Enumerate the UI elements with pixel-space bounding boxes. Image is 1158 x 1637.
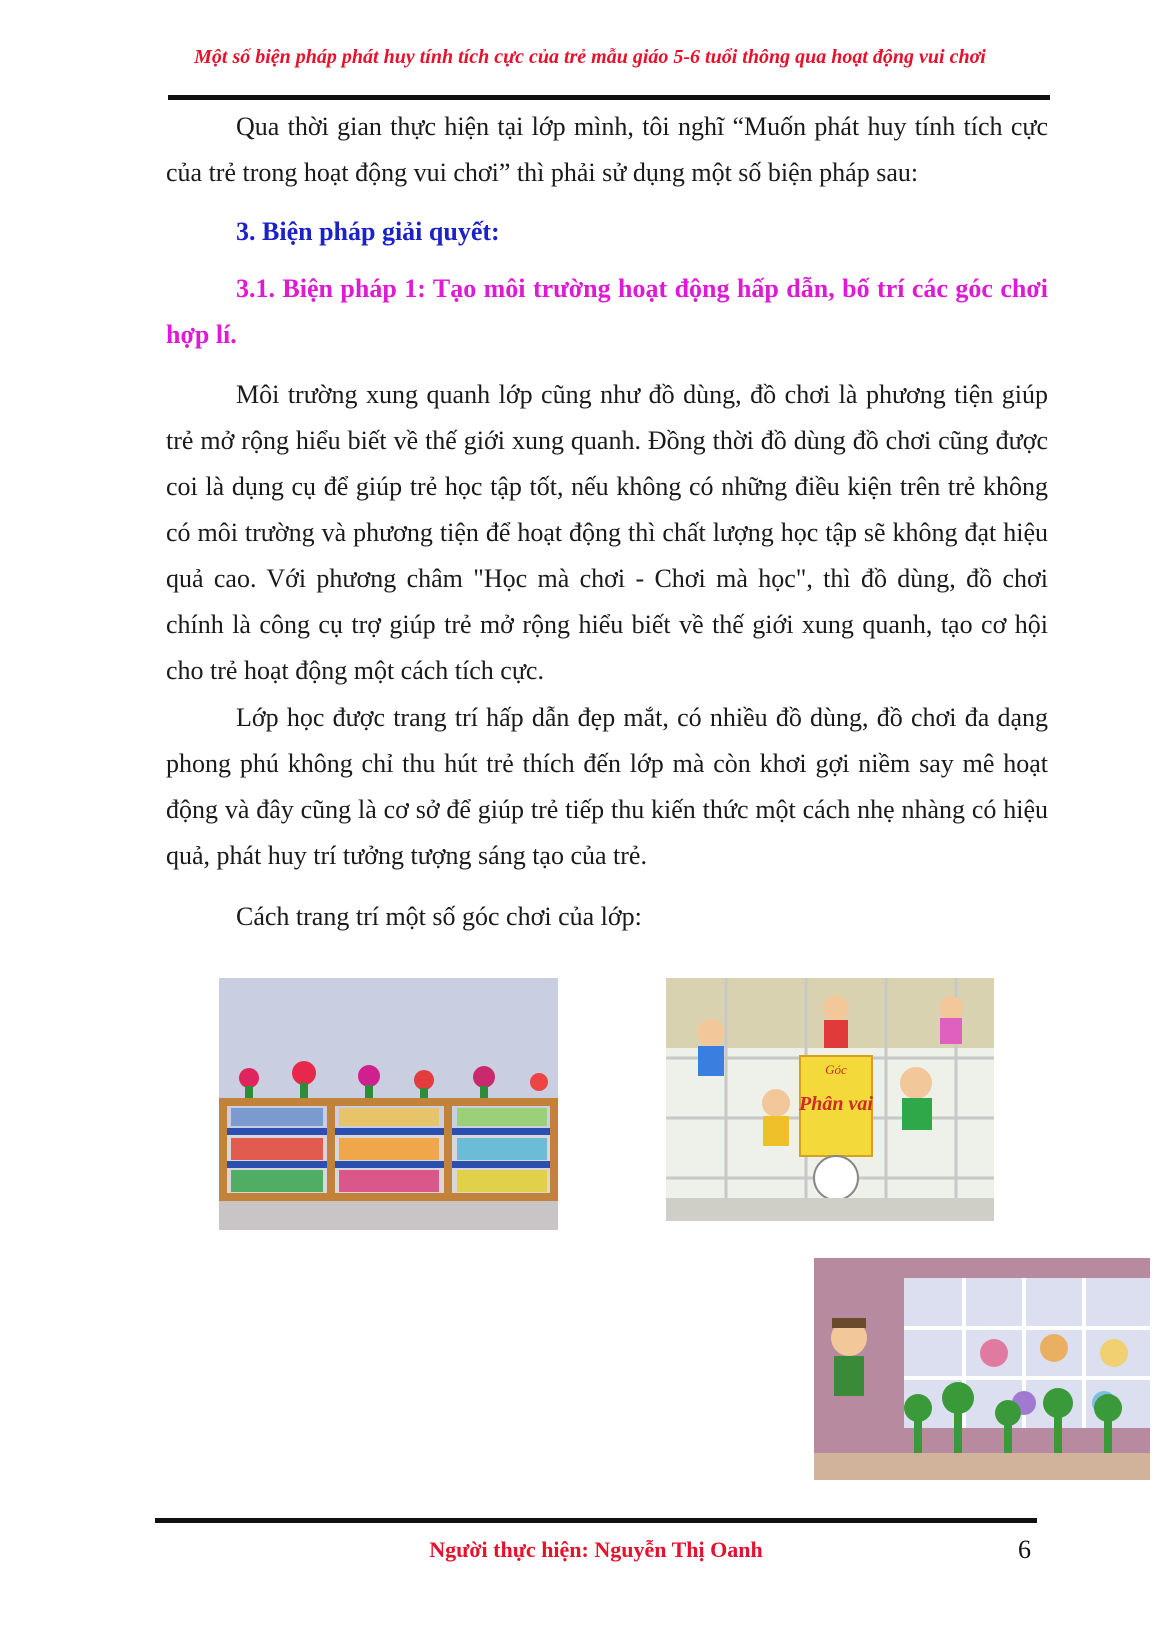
intro-paragraph: Qua thời gian thực hiện tại lớp mình, tôi nghĩ “Muốn phát huy tính tích cực của trẻ trong hoạt động vui chơi” thì phải sử dụng một số biện pháp sau: (166, 112, 1048, 187)
role-play-sign-main: Phân vai (799, 1093, 873, 1115)
photo-role-play-corner (666, 978, 994, 1221)
author-label: Người thực hiện (429, 1537, 582, 1562)
header-title: Một số biện pháp phát huy tính tích cực của trẻ mẫu giáo 5-6 tuổi thông qua hoạt động vui chơi (194, 46, 986, 68)
paragraph-environment: Môi trường xung quanh lớp cũng như đồ dùng, đồ chơi là phương tiện giúp trẻ mở rộng hiểu biết về thế giới xung quanh. Đồng thời đồ dùng đồ chơi cũng được coi là dụng cụ để giúp trẻ học tập tốt, nếu không có những điều kiện trên trẻ không có môi trường và phương tiện để hoạt động thì chất lượng học tập sẽ không đạt hiệu quả cao. Với phương châm "Học mà chơi - Chơi mà học", thì đồ dùng, đồ chơi chính là công cụ trợ giúp trẻ mở rộng hiểu biết về thế giới xung quanh, tạo cơ hội cho trẻ hoạt động một cách tích cực. (166, 380, 1048, 685)
author-name: Nguyễn Thị Oanh (594, 1537, 763, 1562)
paragraph-classroom: Lớp học được trang trí hấp dẫn đẹp mắt, có nhiều đồ dùng, đồ chơi đa dạng phong phú không chỉ thu hút trẻ thích đến lớp mà còn khơi gợi niềm say mê hoạt động và đây cũng là cơ sở để giúp trẻ tiếp thu kiến thức một cách nhẹ nhàng có hiệu quả, phát huy trí tưởng tượng sáng tạo của trẻ. (166, 703, 1048, 870)
footer-author (155, 1537, 1037, 1563)
section-heading-3-1: 3.1. Biện pháp 1: Tạo môi trường hoạt động hấp dẫn, bố trí các góc chơi hợp lí. (166, 274, 1048, 349)
footer-rule (155, 1518, 1037, 1523)
section-heading-3: 3. Biện pháp giải quyết: (236, 217, 500, 246)
role-play-sign-top: Góc (825, 1062, 847, 1077)
header-rule (168, 95, 1050, 100)
photo-toy-shelves (219, 978, 558, 1230)
author-separator: : (581, 1537, 595, 1562)
paragraph-decor-intro: Cách trang trí một số góc chơi của lớp: (236, 902, 642, 931)
photo-nature-corner (814, 1258, 1150, 1480)
page-number: 6 (1018, 1535, 1031, 1564)
